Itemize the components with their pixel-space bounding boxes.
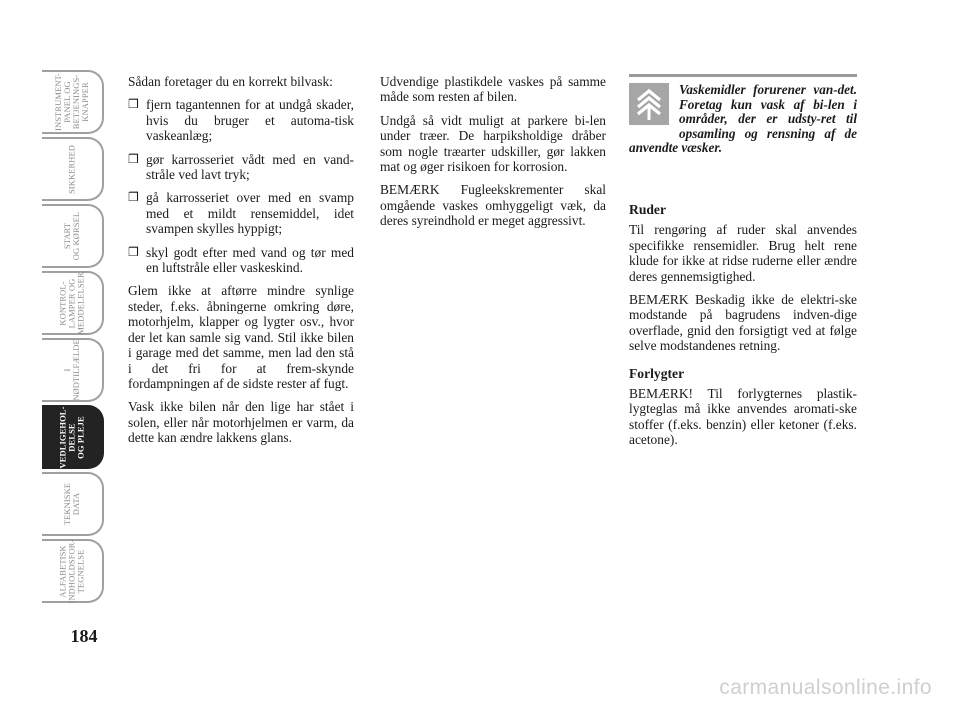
note-paragraph: BEMÆRK! Til forlygternes plastik-lygteglas må ikke anvendes aromati-ske stoffer (f.eks. benzin) eller ketoner (f.eks. acetone). [629,386,857,448]
section-tab-maintenance[interactable] [42,405,104,469]
section-tab-start-driving[interactable] [42,204,104,268]
warning-text: Vaskemidler forurener van-det. Foretag kun vask af bi-len i områder, der er udsty-ret til opsamling og rensning af de anvendte væsker. [629,82,857,156]
body-paragraph: Vask ikke bilen når den lige har stået i solen, eller når motorhjelmen er varm, da dette kan ændre lakkens glans. [128,399,354,446]
section-tab-safety[interactable] [42,137,104,201]
note-paragraph: BEMÆRK Fugleekskrementer skal omgående vaskes omhyggeligt væk, da deres syreindhold er meget aggressivt. [380,182,606,229]
list-item-text: gå karrosseriet over med en svamp med et mildt rensemiddel, idet svampen skylles hyppigt; [146,190,354,237]
section-tab-technical-data[interactable] [42,472,104,536]
list-item [128,97,354,143]
list-item-text: fjern tagantennen for at undgå skader, hvis du bruger et automa-tisk vaskeanlæg; [146,97,354,144]
section-tab-label: SIKKERHED [66,144,77,194]
section-tab-label: TEKNISKE DATA [62,482,81,526]
checkbox-bullet-icon: ❒ [128,244,139,259]
column-left [128,74,354,454]
list-item-text: skyl godt efter med vand og tør med en luftstråle eller vaskeskind. [146,244,354,276]
intro-text: Sådan foretager du en korrekt bilvask: [128,74,333,89]
body-paragraph: Glem ikke at aftørre mindre synlige steder, f.eks. åbningerne omkring døre, motorhjelm, klapper og lygter osv., hvor der let kan samle sig vand. Stil ikke bilen i garage med det samme, men lad den stå i det fri for at frem-skynde fordampningen af de sidste rester af fugt. [128,283,354,391]
section-tab-warning-lights[interactable] [42,271,104,335]
note-paragraph: BEMÆRK Beskadig ikke de elektri-ske modstande på bagrudens indven-dige overflade, gnid den forsigtigt ved at følge selve modstandenes retning. [629,292,857,354]
checkbox-bullet-icon: ❒ [128,190,139,205]
section-tab-index[interactable] [42,539,104,603]
checkbox-bullet-icon: ❒ [128,97,139,112]
section-tab-label: INSTRUMENT- PANEL OG BETJENINGS- KNAPPER [53,73,90,131]
section-tab-label: START OG KØRSEL [62,211,81,261]
page-number: 184 [70,626,98,646]
list-item [128,245,354,276]
list-item [128,152,354,183]
section-tab-label: VEDLIGEHOL- DELSE OG PLEJE [57,405,86,469]
section-tab-label: KONTROL- LAMPER OG MEDDELELSER [57,271,86,335]
list-item-text: gør karrosseriet vådt med en vand-stråle ved lavt tryk; [146,151,354,183]
column-right [629,74,857,456]
body-paragraph: Til rengøring af ruder skal anvendes specifikke rensemidler. Brug helt rene klude for ikke at ridse ruderne eller ændre deres gennemsigtighed. [629,222,857,284]
watermark: carmanualsonline.info [719,676,932,699]
list-item [128,190,354,236]
checkbox-bullet-icon: ❒ [128,151,139,166]
body-paragraph: Udvendige plastikdele vaskes på samme måde som resten af bilen. [380,74,606,105]
section-tab-label: I NØDTILFÆLDE [62,339,82,401]
section-tab-emergency[interactable] [42,338,104,402]
environment-warning-box [629,74,857,156]
section-heading-ruder: Ruder [629,201,667,217]
section-tab-label: ALFABETISK INDHOLDSFOR- TEGNELSE [57,538,86,603]
tree-environment-icon [629,83,669,125]
section-heading-forlygter: Forlygter [629,365,685,381]
section-tab-instrument-panel[interactable] [42,70,104,134]
body-paragraph: Undgå så vidt muligt at parkere bi-len under træer. De harpiksholdige dråber som nogle træarter udskiller, gør lakken mat og øger risikoen for korrosion. [380,112,606,175]
column-middle [380,74,606,237]
